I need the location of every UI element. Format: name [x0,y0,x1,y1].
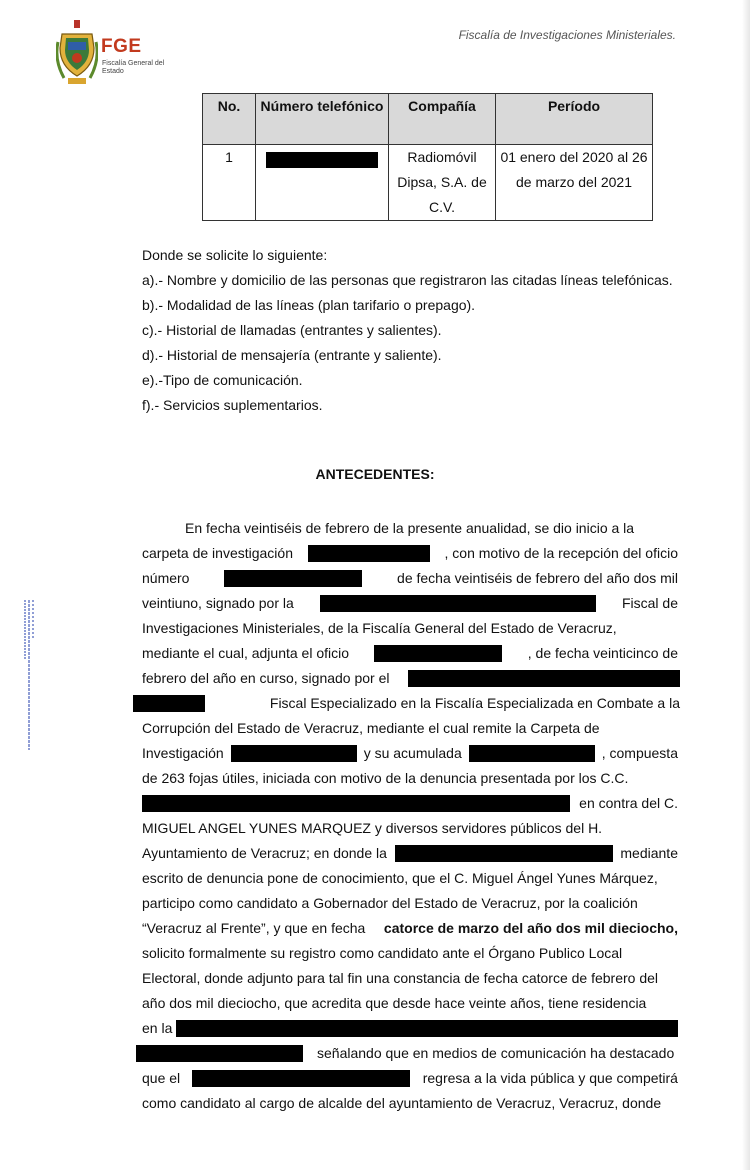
body-text: carpeta de investigación [142,545,293,561]
phone-lines-table [202,93,653,221]
body-text: solicito formalmente su registro como candidato ante el Órgano Publico Local [142,945,623,961]
body-text: participo como candidato a Gobernador del Estado de Veracruz, por la coalición [142,895,638,911]
col-header-numero: Número telefónico [256,94,389,145]
body-line [142,591,678,616]
body-line [142,666,678,691]
body-text: , con motivo de la recepción del oficio [444,545,678,561]
col-header-compania: Compañía [389,94,496,145]
redaction-bar [266,152,378,168]
table-header-row [203,94,653,145]
body-text-bold: catorce de marzo del año dos mil dieciocho, [383,920,678,936]
body-line [142,841,678,866]
body-line [142,716,678,741]
body-text: de 263 fojas útiles, iniciada con motivo de la denuncia presentada por los C.C. [142,770,629,786]
body-text: Fiscal de [621,595,678,611]
redaction-bar [374,645,502,662]
body-text: , de fecha veinticinco de [527,645,678,661]
body-text: en contra del C. [579,795,678,811]
body-line [142,916,678,941]
body-text: veintiuno, signado por la [142,595,294,611]
request-item: d).- Historial de mensajería (entrante y saliente). [142,347,442,363]
body-text: Electoral, donde adjunto para tal fin una constancia de fecha catorce de febrero del [142,970,659,986]
redaction-bar [308,545,430,562]
body-text: año dos mil dieciocho, que acredita que desde hace veinte años, tiene residencia [142,995,647,1011]
digital-signature-stamp [22,600,36,750]
redaction-bar [395,845,613,862]
body-line [142,816,678,841]
request-item: e).-Tipo de comunicación. [142,372,303,388]
body-line [142,641,678,666]
body-text: En fecha veintiséis de febrero de la presente anualidad, se dio inicio a la [185,520,635,536]
body-line [142,541,678,566]
body-line [136,1041,675,1066]
request-item: a).- Nombre y domicilio de las personas que registraron las citadas líneas telefónicas. [142,272,673,288]
redaction-bar [408,670,680,687]
body-text: número [142,570,190,586]
coat-of-arms-icon [56,20,98,88]
cell-no: 1 [203,145,256,221]
body-line [142,566,678,591]
body-text: , compuesta [601,745,678,761]
body-text: febrero del año en curso, signado por el [142,670,390,686]
body-text: mediante el cual, adjunta el oficio [142,645,350,661]
table-row [203,145,653,221]
body-line [142,766,678,791]
redaction-bar [136,1045,303,1062]
section-title: ANTECEDENTES: [315,466,435,482]
redaction-bar [176,1020,678,1037]
logo-acronym: FGE [101,36,142,57]
col-header-periodo: Período [496,94,653,145]
body-line [142,741,678,766]
body-line [133,691,680,716]
body-line [142,1091,678,1116]
body-text: Investigaciones Ministeriales, de la Fiscalía General del Estado de Veracruz, [142,620,617,636]
body-text: regresa a la vida pública y que competirá [422,1070,678,1086]
request-list [142,243,678,418]
body-text: como candidato al cargo de alcalde del ayuntamiento de Veracruz, Veracruz, donde [142,1095,662,1111]
body-text: y su acumulada [363,745,462,761]
body-text: de fecha veintiséis de febrero del año dos mil [397,570,678,586]
col-header-no: No. [203,94,256,145]
body-line [142,791,678,816]
body-line [142,891,678,916]
body-line [142,1066,678,1091]
body-text: Ayuntamiento de Veracruz; en donde la [142,845,387,861]
redaction-bar [469,745,595,762]
redaction-bar [133,695,205,712]
redaction-bar [192,1070,410,1087]
body-line [142,866,678,891]
body-text: señalando que en medios de comunicación ha destacado [317,1045,675,1061]
page-edge-shadow [742,0,750,1170]
body-text: mediante [620,845,678,861]
body-text: Corrupción del Estado de Veracruz, mediante el cual remite la Carpeta de [142,720,600,736]
body-text: que el [142,1070,181,1086]
cell-periodo: 01 enero del 2020 al 26 de marzo del 2021 [496,145,653,221]
body-line [142,941,678,966]
request-item: c).- Historial de llamadas (entrantes y salientes). [142,322,442,338]
redaction-bar [320,595,596,612]
request-item: f).- Servicios suplementarios. [142,397,323,413]
body-text: MIGUEL ANGEL YUNES MARQUEZ y diversos servidores públicos del H. [142,820,603,836]
office-header: Fiscalía de Investigaciones Ministeriales. [458,28,676,42]
fge-logo [56,20,166,90]
body-text: Fiscal Especializado en la Fiscalía Especializada en Combate a la [269,695,680,711]
logo-subtitle: Fiscalía General del Estado [102,60,165,75]
request-intro: Donde se solicite lo siguiente: [142,247,328,263]
body-line [142,966,678,991]
body-line [142,991,678,1016]
cell-compania: Radiomóvil Dipsa, S.A. de C.V. [389,145,496,221]
redaction-bar [142,795,570,812]
body-line [142,1016,678,1041]
redaction-bar [231,745,357,762]
body-text: Investigación [142,745,224,761]
request-item: b).- Modalidad de las líneas (plan tarifario o prepago). [142,297,476,313]
body-text: “Veracruz al Frente”, y que en fecha [142,920,366,936]
body-line [142,616,678,641]
redaction-bar [224,570,362,587]
body-text: en la [142,1020,173,1036]
body-line [142,516,678,541]
cell-numero [256,145,389,221]
body-text: escrito de denuncia pone de conocimiento, que el C. Miguel Ángel Yunes Márquez, [142,870,658,886]
